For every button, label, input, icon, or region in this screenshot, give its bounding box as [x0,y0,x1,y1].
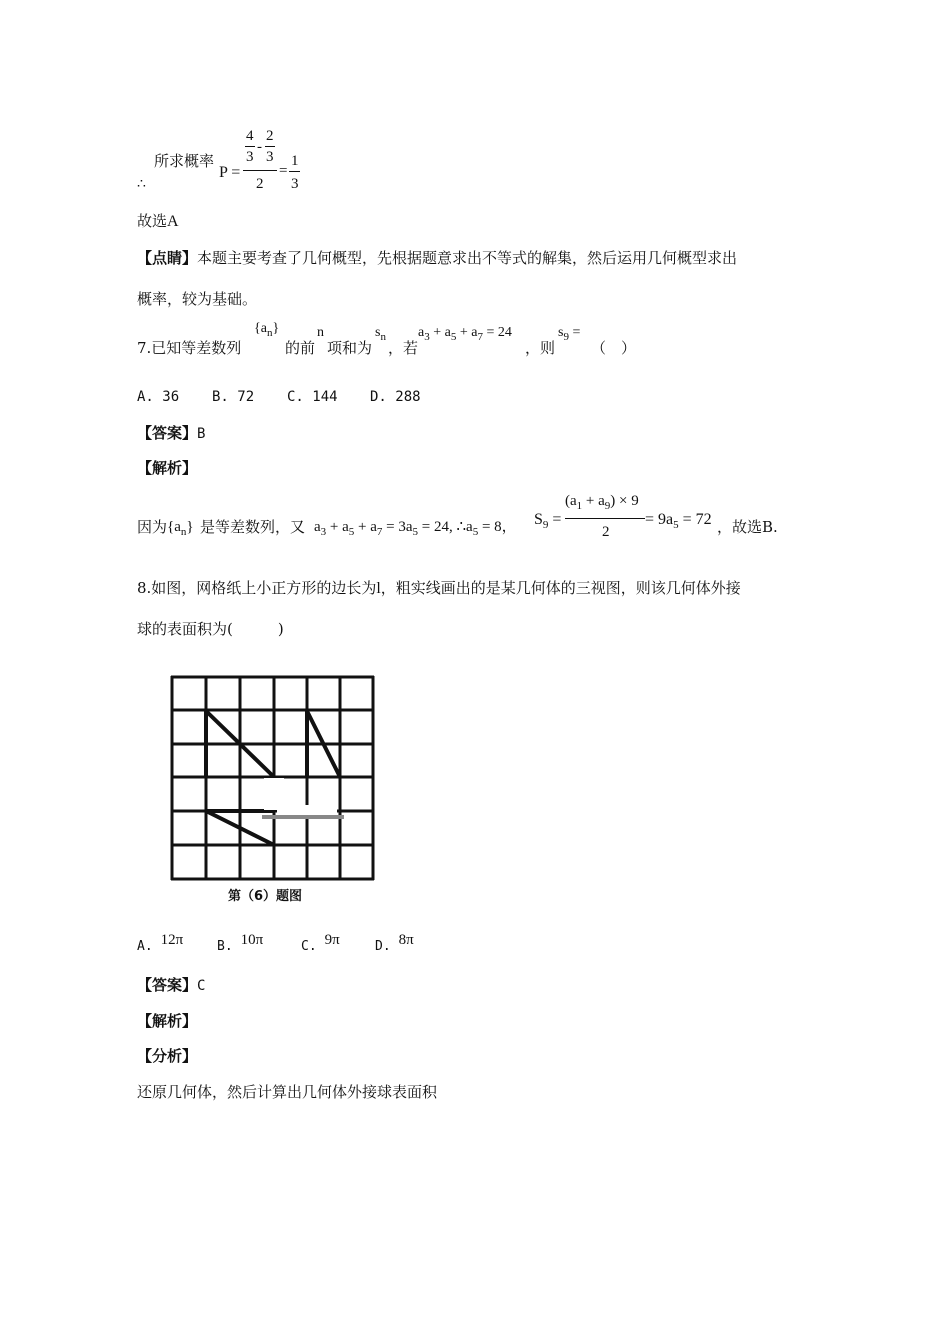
q8-option-d-label: D. [375,939,391,954]
q7-sol-S-eq: = [548,511,562,528]
q7-seq-end: } [272,321,280,336]
three-view-figure [170,675,376,904]
q7-sol-e7: 7 [376,526,383,538]
p-symbol: P = [219,164,241,181]
q7-s-sub: n [380,331,386,343]
q8-one: l [376,580,381,597]
q7-sn [375,325,386,343]
q7-sol-e5c: 5 [472,526,479,538]
q7-cond-s5: 5 [450,331,457,343]
q7-sol-S9 [534,511,562,531]
q7-sol-res5: 5 [673,519,679,531]
q7-sol-fn1: 1 [576,500,583,512]
q7-option-a: A. 36 [137,389,180,405]
three-view-grid-svg [170,675,376,885]
q7-s9-eq: = [568,325,581,340]
q7-sol-eend: = 8， [478,519,517,535]
q7-sol-S: S [534,511,543,528]
q8-option-d [375,932,414,954]
q7-sol-seq-sub: n [180,526,187,538]
q8-option-c [301,932,340,954]
q7-sol-seq-end: } [186,519,194,535]
q7-sol-e5: 5 [348,526,355,538]
q7-sum-text: 项和为 [327,339,373,357]
q7-option-c: C. 144 [287,389,338,405]
q7-sol-restail: = 72 [678,511,712,528]
q8-option-a [137,932,184,954]
comment-line2: 概率，较为基础。 [137,290,258,308]
q7-sol-text1: 是等差数列，又 [200,518,306,536]
q7-s9-s: s [558,325,564,340]
q7-cond-text: ，若 [388,339,419,357]
q7-answer [137,426,205,441]
q7-sol-frac-line [565,518,645,519]
q8-option-a-value: 12π [160,932,184,948]
q7-answer-label: 【答案】 [137,424,198,442]
q7-sol-fntail: ) × 9 [610,493,639,509]
q7-answer-value: B [197,426,206,442]
q8-line1-b: ，粗实线画出的是某几何体的三视图，则该几何体外接 [380,579,741,597]
choose-letter: A [167,213,179,230]
q7-s9-sub: 9 [563,331,569,343]
q8-fenxi-label: 【分析】 [137,1047,198,1065]
q7-sol-eeq: = 3a [382,519,413,535]
q7-option-d: D. 288 [370,389,421,405]
frac-n1: 4 [246,128,254,144]
q7-cond-a: a [418,325,425,340]
q8-option-b-value: 10π [240,932,264,948]
q7-sol-seq-a: {a [167,519,181,535]
q7-sol-result [645,511,712,531]
q7-seq [254,321,280,339]
q8-line2: 球的表面积为( ) [137,620,284,638]
main-frac-den: 2 [256,176,264,192]
q7-sol-end: ，故选B. [717,518,778,536]
frac-d2: 3 [266,149,274,165]
q7-seq-a: {a [254,321,267,336]
q7-cond-plus2: + a [456,325,478,340]
q7-cond-s3: 3 [424,331,430,343]
q7-sol-intro: 因为 [137,518,168,536]
q7-sol-etail: = 24, ∴a [418,519,473,535]
frac-minus: - [257,139,262,155]
figure-caption: 第（6）题图 [228,889,303,904]
frac-n2-line [265,146,275,147]
frac-d1: 3 [246,149,254,165]
q7-sol-res: = 9a [645,511,674,528]
q7-option-b: B. 72 [212,389,255,405]
choose-label: 故选 [137,212,168,230]
q8-answer-label: 【答案】 [137,976,198,994]
q7-sol-S-sub: 9 [542,519,549,531]
result-num: 1 [291,153,299,169]
q8-option-a-label: A. [137,939,153,954]
q7-sol-frac-num [565,493,639,512]
q8-option-d-value: 8π [398,932,414,948]
q7-sol-fn9: 9 [604,500,611,512]
q7-s: s [375,325,381,340]
q7-sol-expr [314,519,517,538]
q7-seq-sub: n [266,327,273,339]
q8-option-c-value: 9π [324,932,340,948]
q7-cond-s7: 7 [477,331,483,343]
q7-paren: （ ） [591,339,637,357]
q7-analysis-label: 【解析】 [137,459,198,477]
q7-s9 [558,325,581,343]
frac-n1-line [245,146,255,147]
q7-sol-a: a [314,519,321,535]
q7-cond-plus1: + a [429,325,451,340]
q8-answer [137,978,205,993]
dashed-mark [262,815,344,819]
q8-analysis-label: 【解析】 [137,1012,198,1030]
q7-mid: 的前 [285,339,316,357]
q7-condition [418,325,512,343]
main-frac-line [243,170,277,171]
comment-text: 本题主要考查了几何概型，先根据题意求出不等式的解集，然后运用几何概型求出 [197,249,738,267]
q7-sol-ep2: + a [354,519,377,535]
q8-option-b [217,932,264,954]
comment-bracket: 【点睛】 [137,249,198,267]
q7-sol-seq [167,519,194,538]
q7-stem-start: 7.已知等差数列 [137,339,242,357]
q8-line1-a: 8.如图，网格纸上小正方形的边长为 [137,579,377,597]
q8-option-b-label: B. [217,939,233,954]
eq-sign: = [279,163,288,179]
q7-sol-frac-den: 2 [602,524,610,540]
result-line [289,171,300,172]
q7-sol-e5b: 5 [412,526,419,538]
q8-answer-value: C [197,978,206,994]
q8-line1 [137,581,741,597]
q7-sol-fnplus: + a [582,493,605,509]
q7-sol-fn: (a [565,493,577,509]
prob-prefix: 所求概率 [154,152,215,170]
q7-sol-e3: 3 [320,526,327,538]
q8-fenxi-text: 还原几何体，然后计算出几何体外接球表面积 [137,1083,438,1101]
q7-n: n [317,325,324,340]
q7-cond-tail: = 24 [482,325,512,340]
choose-text [137,214,179,230]
frac-n2: 2 [266,128,274,144]
q7-sol-ep1: + a [326,519,349,535]
comment-line1 [137,251,737,266]
q7-then: ，则 [525,339,556,357]
therefore-symbol: ∴ [137,176,146,192]
q8-option-c-label: C. [301,939,317,954]
result-den: 3 [291,176,299,192]
